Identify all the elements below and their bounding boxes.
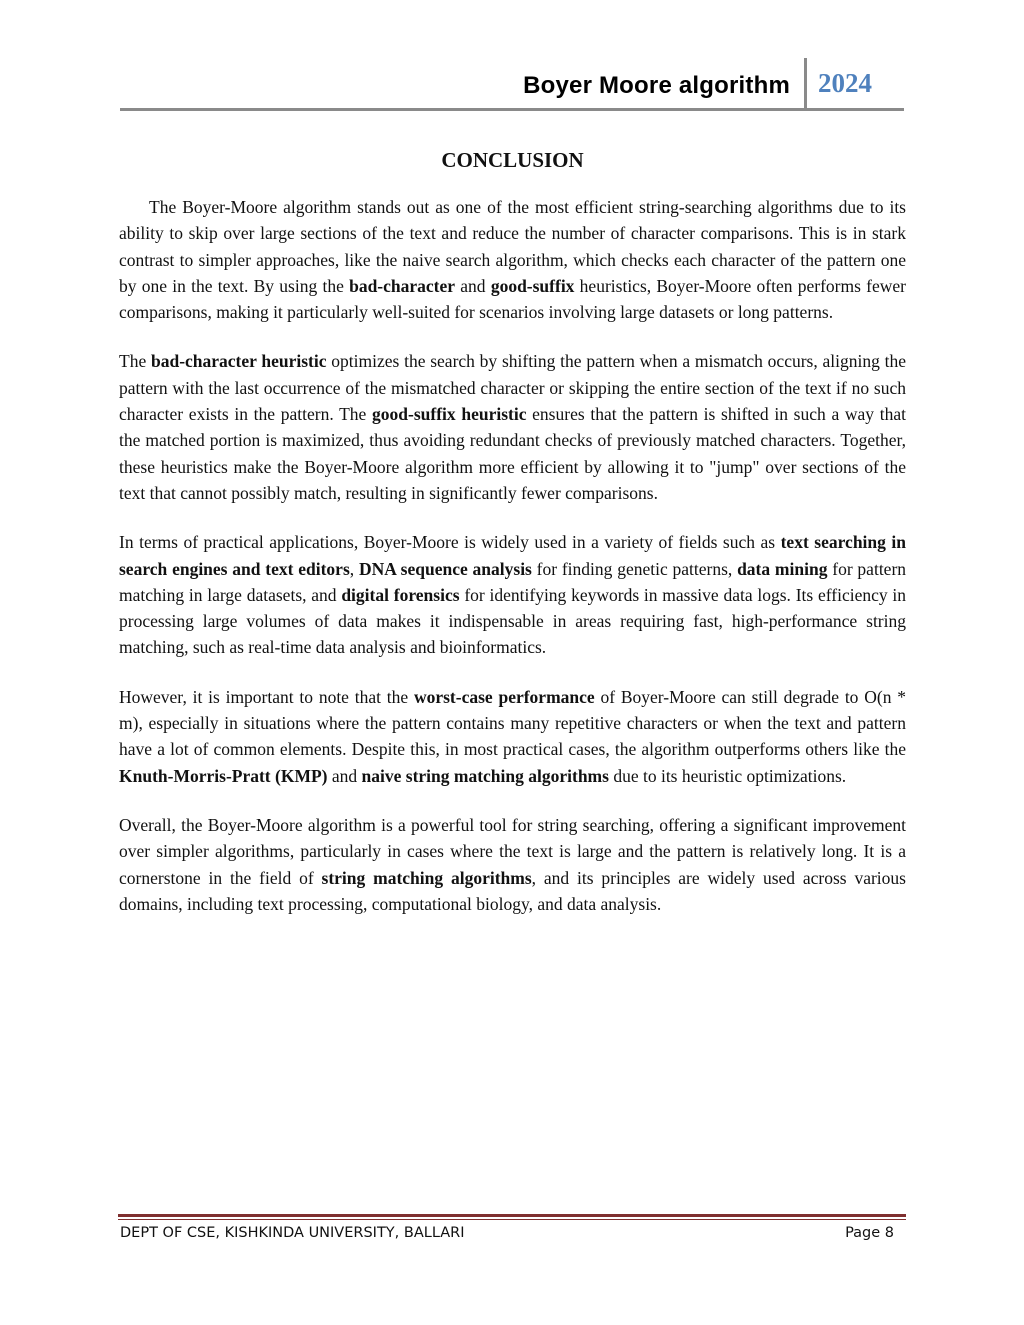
footer-page-number: Page 8 <box>845 1225 894 1241</box>
footer-department: DEPT OF CSE, KISHKINDA UNIVERSITY, BALLARI <box>120 1225 465 1241</box>
text-run: ensures that the pattern is shifted in such a way that the matched portion is maximized, thus avoiding redundant checks of previously matched characters. Together, these heuristics make the Boyer-Moore algorithm more efficient by allowing it to "jump" over sections of the text that cannot possibly match, resulting in significantly fewer comparisons. <box>119 404 907 503</box>
paragraph-5 <box>119 812 906 917</box>
text-run: The Boyer-Moore algorithm stands out as one of the most efficient string-searching algorithms due to its ability to skip over large sections of the text and reduce the number of character comparisons. This is in stark contrast to simpler approaches, like the naive search algorithm, which checks each character of the pattern one by one in the text. By using the <box>119 197 906 296</box>
document-year: 2024 <box>818 68 872 98</box>
text-run: heuristics, Boyer-Moore often performs fewer comparisons, making it particularly well-suited for scenarios involving large datasets or long patterns. <box>119 275 906 323</box>
bold-term: DNA sequence analysis <box>358 558 532 579</box>
bold-term: bad-character heuristic <box>150 351 327 372</box>
footer-rule-thin <box>118 1219 906 1220</box>
paragraph-1 <box>119 194 906 325</box>
header-divider <box>804 58 807 110</box>
text-run: , <box>349 558 359 579</box>
bold-term: good-suffix heuristic <box>372 404 527 425</box>
text-run: , and its principles are widely used across various domains, including text processing, computational biology, and data analysis. <box>119 867 906 914</box>
text-run: and <box>327 765 362 786</box>
bold-term: worst-case performance <box>413 686 595 707</box>
bold-term: data mining <box>737 558 828 579</box>
bold-term: string matching algorithms <box>321 867 532 888</box>
bold-term: naive string matching algorithms <box>361 765 609 786</box>
bold-term: digital forensics <box>341 584 460 605</box>
bold-term: Knuth-Morris-Pratt (KMP) <box>119 765 328 786</box>
document-title: Boyer Moore algorithm <box>523 72 790 99</box>
text-run: and <box>455 275 491 296</box>
paragraph-4 <box>119 684 906 789</box>
text-run: However, it is important to note that the <box>119 686 414 707</box>
text-run: due to its heuristic optimizations. <box>608 765 847 786</box>
page-header <box>120 58 904 112</box>
text-run: for finding genetic patterns, <box>531 558 738 579</box>
text-run: Overall, the Boyer-Moore algorithm is a powerful tool for string searching, offering a significant improvement over simpler algorithms, particularly in cases where the text is large and the pattern is relatively long. It is a cornerstone in the field of <box>119 814 906 888</box>
page-content <box>119 148 906 940</box>
bold-term: text searching in search engines and text editors <box>119 532 906 579</box>
text-run: of Boyer-Moore can still degrade to O(n * m), especially in situations where the pattern contains many repetitive characters or when the text and pattern have a lot of common elements. Despite this, in most practical cases, the algorithm outperforms others like the <box>119 686 906 760</box>
header-rule <box>120 108 904 111</box>
text-run: In terms of practical applications, Boyer-Moore is widely used in a variety of fields such as <box>119 532 781 553</box>
bold-term: bad-character <box>349 275 456 296</box>
text-run: for pattern matching in large datasets, and <box>119 558 907 605</box>
text-run: optimizes the search by shifting the pattern when a mismatch occurs, aligning the pattern with the last occurrence of the mismatched character or skipping the entire section of the text if no such character exists in the pattern. The <box>119 351 906 425</box>
paragraph-3 <box>119 529 906 660</box>
text-run: for identifying keywords in massive data logs. Its efficiency in processing large volumes of data makes it indispensable in areas requiring fast, high-performance string matching, such as real-time data analysis and bioinformatics. <box>119 584 907 658</box>
text-run: The <box>119 351 151 372</box>
section-heading: CONCLUSION <box>441 148 584 172</box>
footer-rule-thick <box>118 1214 906 1217</box>
bold-term: good-suffix <box>490 275 575 296</box>
paragraph-2 <box>119 348 906 506</box>
